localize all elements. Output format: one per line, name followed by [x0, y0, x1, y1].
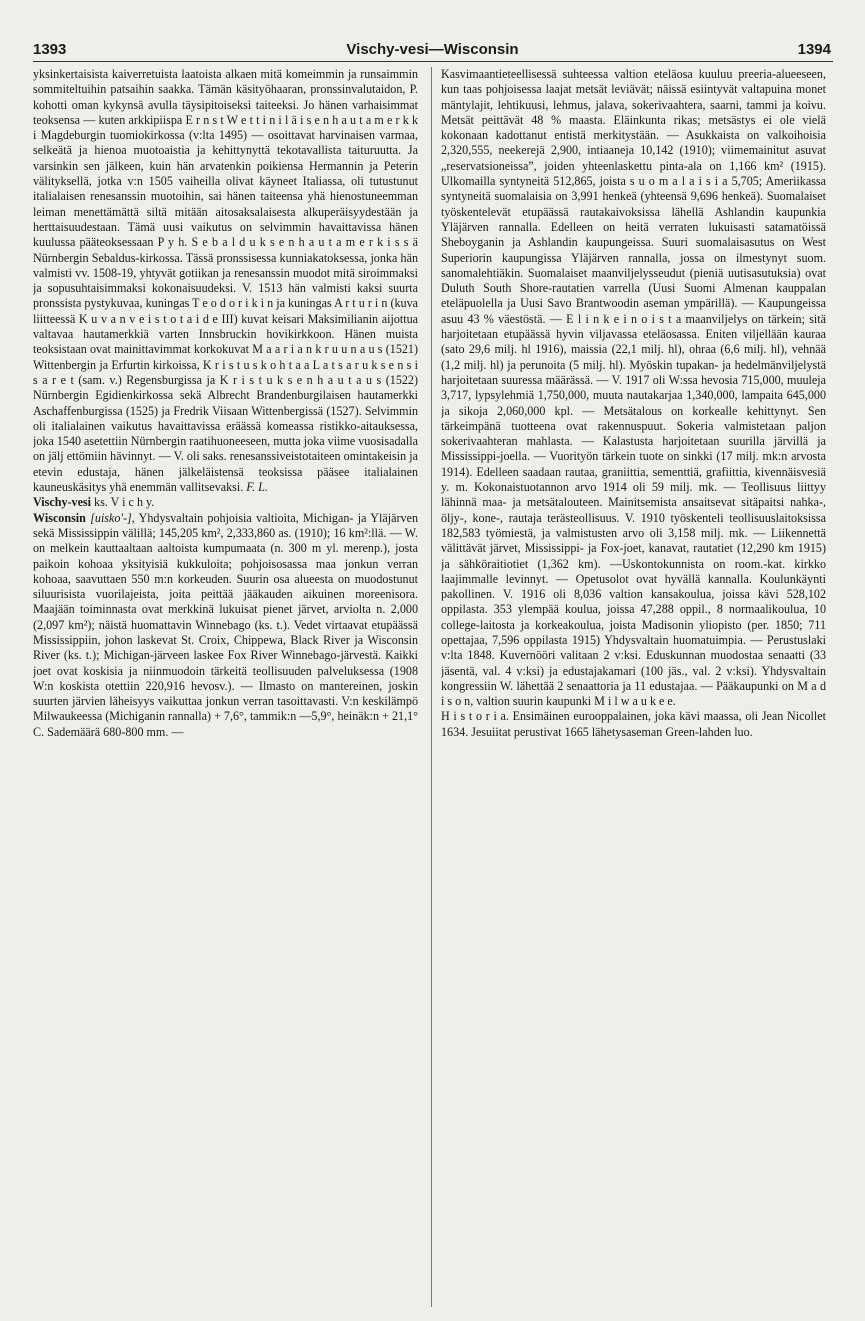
page-number-left: 1393: [33, 41, 67, 58]
running-title: Vischy-vesi—Wisconsin: [346, 41, 519, 58]
entry-vischy-vesi: [33, 495, 418, 510]
entry-wisconsin: [33, 511, 418, 740]
page-number-right: 1394: [797, 41, 831, 58]
entry-text: ks. V i c h y.: [94, 495, 155, 510]
article-paragraph: [33, 67, 418, 495]
header-rule: [33, 61, 833, 62]
entry-headword: Vischy-vesi: [33, 495, 92, 510]
page-header: [0, 0, 865, 60]
author-signature: F. L.: [246, 480, 268, 495]
pronunciation: [uisko'-]: [90, 510, 132, 525]
history-paragraph: H i s t o r i a. Ensimäinen eurooppalainen, joka kävi maassa, oli Jean Nicollet 1634. Jesuiitat perustivat 1665 lähetysaseman Green-lahden luo.: [441, 709, 826, 739]
entry-headword: Wisconsin: [33, 510, 86, 525]
article-paragraph: Kasvimaantieteellisessä suhteessa valtion eteläosa kuuluu preeria-alueeseen, kun taas pohjoisessa laajat metsät leviävät; näissä esiintyvät valtapuina monet mäntylajit, lehtikuusi, lehmus, jalava, sokerivaahtera, saarni, tammi ja koivu. Metsät peittävät 48 % maasta. Eläinkunta rikas; metsästys ei ole vielä kokonaan kadottanut entistä merkitystään. — Asukkaista on valkoihoisia 2,320,555, neekerejä 2,900, intiaaneja 10,142 (1910); viimemainitut asuvat „reservatsioneissa”, joiden yhteenlaskettu pinta-ala on 1,166 km² (1915). Ulkomailla syntyneitä 512,865, joista s u o m a l a i s i a 5,705; Ameriikassa syntyneitä suomalaisia on 3,991 henkeä (yhteensä 9,696 henkeä). Suomalaiset työskentelevät etupäässä rautakaivoksissa lähellä Ashlandin kaupunkia Yläjärven rannalla. Edelleen on heitä verraten lukuisasti satamatöissä Sheboyganin ja Ashlandin kaupungeissa. Suuri suomalaisasutus on West Superiorin kaupungissa Yläjärven rannalla, jossa on ilmestynyt suom. sanomalehtiäkin. Suomalaiset maanviljelysseudut (pieniä uutisasutuksia) ovat Duluth South Shore-rautatien varrella (Uusi Suomi Almenan kauppalan eteläpuolella ja Uusi Savo Brantwoodin aseman ympärillä). — Kaupungeissa asuu 43 % väestöstä. — E l i n k e i n o i s t a maanviljelys on tärkein; sitä harjoitetaan etupäässä hyvin viljavassa eteläosassa. Eniten viljellään kauraa (sato 29,6 milj. hl 1916), maissia (22,1 milj. hl), ohraa (6,6 milj. hl), vehnää (1,2 milj. hl) ja perunoita (5 milj. hl). Myöskin tupakan- ja hedelmänviljelystä harjoitetaan suuressa määrässä. — V. 1917 oli W:ssa hevosia 715,000, muuleja 3,717, lypsylehmiä 1,750,000, muuta nautakarjaa 1,340,000, lampaita 645,000 ja sikoja 2,060,000 kpl. — Metsätalous on korkealle kehittynyt. Sen tärkeimpänä tuotteena ovat rakennuspuut. Sokeria valmistetaan paljon sokerivaahteran mahlasta. — Kalastusta harjoitetaan suurilla järvillä ja Mississippi-joella. — Vuorityön tärkein tuote on sinkki (17 milj. mk:n arvosta 1914). Edelleen saadaan rautaa, graniittia, sementtiä, grafiittia, kivennäisvesiä y. m. Kokonaistuotannon arvo 1914 oli 59 milj. mk. — Teollisuus liittyy lähinnä maa- ja metsätalouteen. Mainitsemista ansaitsevat sitäpaitsi nahka-, öljy-, kone-, rautaja terästeollisuus. V. 1910 työskenteli teollisuuslaitoksissa 182,583 työmiestä, ja valmistusten arvo oli 3,158 milj. mk. — Liikennettä välittävät järvet, Mississippi- ja Fox-joet, kanavat, rautatiet (12,290 km 1915) ja sähköraitiotiet (1,362 km). —Uskontokunnista on room.-kat. kirkko laajimmalle levinnyt. — Opetusolot ovat hyvällä kannalla. Koulunkäynti pakollinen. V. 1916 oli 8,036 valtion kansakoulua, joissa kävi 528,102 oppilasta. 353 ylempää koulua, joissa 47,288 oppil., 8 normaalikoulua, 10 college-laitosta ja korkeakoulua, joista Madisonin yliopisto (per. 1850; 711 opettajaa, 7,596 oppilasta 1915) Yhdysvaltain huomatuimpia. — Perustuslaki v:lta 1848. Kuvernööri valitaan 2 v:ksi. Eduskunnan muodostaa senaatti (33 jäsentä, val. 4 v:ksi) ja edustajakamari (100 jäs., val. 2 v:ksi). Yhdysvaltain kongressiin W. lähettää 2 senaattoria ja 11 edustajaa. — Pääkaupunki on M a d i s o n, valtion suurin kaupunki M i l w a u k e e.: [441, 67, 826, 709]
column-divider: [431, 67, 432, 1307]
paragraph-text: yksinkertaisista kaiverretuista laatoista alkaen mitä komeimmin ja runsaimmin sommiteltuihin patsaihin saakka. Tämän käsityöhaaran, pronssinvalutaidon, P. kohotti oman kykynsä avulla täysipitoiseksi taiteeksi. Jo hänen varhaisimmat teoksensa — kuten arkkipiispa E r n s t W e t t i n i l ä i s e n h a u t a m e r k k i Magdeburgin tuomiokirkossa (v:lta 1495) — osoittavat harvinaisen varmaa, selkeätä ja hienoa muotoaistia ja kehittynyttä tekotavallista taituruutta. Ja varsinkin sen jälkeen, kuin hän arvatenkin poikiensa Hermannin ja Peterin välityksellä, jotka v:n 1505 vaiheilla olivat käyneet Italiassa, oli tutustunut italialaisen renesanssin muotoihin, sai hänen taiteensa yhä hienostuneemman leiman menettämättä siltä mitään aitosaksalaisesta alkuperäisyydestään ja herttaisuudestaan. Tämä uusi vaikutus on selvimmin havaittavissa hänen kuulussa pääteoksessaan P y h. S e b a l d u k s e n h a u t a m e r k i s s ä Nürnbergin Sebaldus-kirkossa. Tässä pronssisessa kunniakatoksessa, jonka hän valmisti vv. 1508-19, yhtyvät gotiikan ja renesanssin muodot mitä siroimmaksi ja sopusuhtaisimmaksi kokonaisuudeksi. V. 1513 hän valmisti kaksi suurta pronssista pystykuvaa, kuningas T e o d o r i k i n ja kuningas A r t u r i n (kuva liitteessä K u v a n v e i s t o t a i d e III) kuvat keisari Maksimilianin aijottua valtavaa hautamerkkiä varten Innsbruckin hovikirkkoon. Hänen muista teoksistaan ovat mainittavimmat korkokuvat M a a r i a n k r u u n a u s (1521) Wittenbergin ja Erfurtin kirkoissa, K r i s t u s k o h t a a L a t s a r u k s e n s i s a r e t (sam. v.) Regensburgissa ja K r i s t u k s e n h a u t a u s (1522) Nürnbergin Egidienkirkossa sekä Albrecht Brandenburgilaisen hautamerkki Aschaffenburgissa (1525) ja Fredrik Viisaan Wittenbergissä (1527). Selvimmin oli italialainen vaikutus havaittavissa eräässä komeassa ristikko-aitauksessa, joka 1540 asetettiin Nürnbergin raatihuoneeseen, mutta joka viime vuosisadalla on jälj ettömiin hävinnyt. — V. oli saks. renesanssiveistotaiteen omintakeisin ja etevin edustaja, hänen jälkeläistensä teoksissa pääsee italialainen kauneuskäsitys yhä enemmän vallitsevaksi.: [33, 67, 418, 495]
left-column: [33, 67, 418, 1307]
right-column: [441, 67, 826, 1307]
entry-text: , Yhdysvaltain pohjoisia valtioita, Michigan- ja Yläjärven sekä Mississippin välillä; 145,205 km², 2,333,860 as. (1910); 16 km²:llä. — W. on melkein kauttaaltaan aaltoista kumpumaata (n. 300 m yl. merenp.), josta paikoin kohoaa yksityisiä kukkuloita; pohjoisosassa maa jonkun verran kohoaa, saavuttaen 550 m:n korkeuden. Suurin osa alueesta on muodostunut siluurisista vuorilajeista, joita peittää jääkauden aikuinen moreenisora. Maajään toiminnasta ovat merkkinä lukuisat pienet järvet, arviolta n. 2,000 (2,097 km²); näistä huomattavin Winnebago (ks. t.). Vedet virtaavat etupäässä Mississippiin, johon laskevat St. Croix, Chippewa, Black River ja Wisconsin River (ks. t.); Michigan-järveen laskee Fox River Winnebago-järvestä. Kaikki joet ovat koskisia ja niinmuodoin tärkeitä teollisuuden palveluksessa (1908 W:n koskista otettiin 220,916 hevosv.). — Ilmasto on mantereinen, joskin suurten järvien läheisyys vaikuttaa jonkun verran tasoittavasti. V:n keskilämpö Milwaukeessa (Michiganin rannalla) + 7,6°, tammik:n —5,9°, heinäk:n + 21,1° C. Sademäärä 680-800 mm. —: [33, 510, 418, 739]
